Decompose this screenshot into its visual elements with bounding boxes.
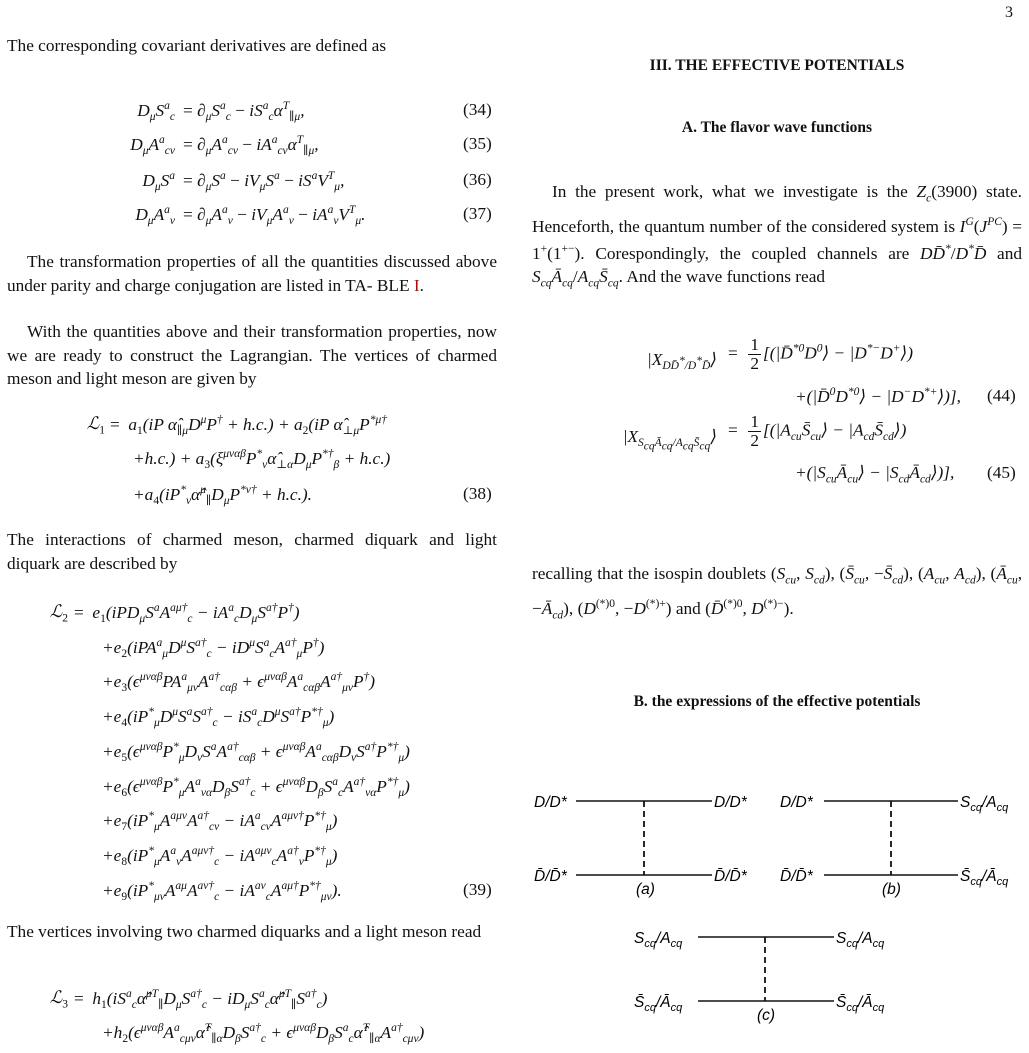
diagram-b — [780, 794, 1009, 898]
two-diquark-paragraph: The vertices involving two charmed diquarks and a light meson read — [7, 922, 482, 941]
diquark-interaction-paragraph: The interactions of charmed meson, charmed diquark and light diquark are described by — [7, 530, 497, 573]
eq36-rhs: = $\partial_\mu S^a - iV_\mu S^a - iS^aV^T_\mu$, — [183, 170, 345, 194]
subsection-b-title: B. the expressions of the effective potentials — [633, 693, 921, 710]
diagram-b-top-right-label: $S_{cq}/A_{cq}$ — [960, 794, 1009, 814]
eq37-lhs: $D_\mu A^a_\nu$ — [135, 204, 175, 228]
eq37-rhs: = $\partial_\mu A^a_\nu - iV_\mu A^a_\nu - iA^a_\nu V^T_\mu$. — [183, 204, 366, 228]
eq34-rhs: = $\partial_\mu S^a_c - iS^a_c\alpha^T_{\parallel\mu}$, — [183, 100, 305, 124]
eq44-lhs: $|X_{DD̄^*/D^*D̄}⟩$ — [647, 350, 717, 373]
diagram-b-top-left-label: D/D* — [780, 794, 813, 811]
eq45-lhs: $|X_{S_{cq}Ā_{cq}/A_{cq}S̄_{cq}}⟩$ — [622, 427, 717, 453]
diagram-c-caption: (c) — [757, 1007, 776, 1024]
diagram-c-bottom-right-label: $S̄_{cq}/Ā_{cq}$ — [836, 994, 885, 1014]
diagram-a-bottom-right-label: D̄/D̄* — [714, 868, 747, 885]
eq39-number: (39) — [463, 880, 492, 899]
feynman-diagrams — [532, 780, 1027, 1040]
diagram-a — [534, 794, 748, 898]
diagram-c-top-left-label: $S_{cq}/A_{cq}$ — [634, 930, 683, 950]
eq35-rhs: = $\partial_\mu A^a_{c\nu} - iA^a_{c\nu}\alpha^T_{\parallel\mu}$, — [183, 134, 319, 158]
diagram-a-top-left-label: D/D* — [534, 794, 567, 811]
eq-l3-lhs: ℒ$_3$ — [49, 988, 68, 1011]
eq35-number: (35) — [463, 134, 492, 153]
eq36-lhs: $D_\mu S^a$ — [142, 170, 175, 194]
isospin-paragraph: recalling that the isospin doublets ($S_{cu}$, $S_{cd}$), ($S̄_{cu}$, $-S̄_{cd}$), ($A_{cu}$, $A_{cd}$), ($Ā_{cu}$, $-Ā_{cd}$), ($D^{(*)0}$, −D(*)+) and (D̄$^{(*)0}$, D(*)−). — [532, 564, 1023, 622]
transformation-paragraph: The transformation properties of all the quantities discussed above under parity and charge conjugation are listed in TA- BLE I. — [7, 252, 497, 295]
present-work-paragraph: In the present work, what we investigate is the $Z_c(3900)$ state. Henceforth, the quantum number of the considered system is $I^G(J^{PC}) = 1^+(1^{+-})$. Corespondingly, the coupled channels are DD̄*/D*D̄ and $S_{cq}Ā_{cq}/A_{cq}S̄_{cq}$. And the wave functions read — [532, 182, 1022, 290]
eq37-number: (37) — [463, 204, 492, 223]
diagram-b-bottom-right-label: $S̄_{cq}/Ā_{cq}$ — [960, 868, 1009, 888]
section-title: III. THE EFFECTIVE POTENTIALS — [649, 57, 905, 74]
diagram-b-bottom-left-label: D̄/D̄* — [780, 868, 813, 885]
diagram-c — [634, 930, 885, 1024]
table-reference-link[interactable]: I — [413, 275, 420, 295]
diagram-a-top-right-label: D/D* — [714, 794, 747, 811]
diagram-c-top-right-label: $S_{cq}/A_{cq}$ — [836, 930, 885, 950]
lagrangian-intro-paragraph: With the quantities above and their transformation properties, now we are ready to construct the Lagrangian. The vertices of charmed meson and light meson are given by — [7, 322, 497, 388]
subsection-a-title: A. The flavor wave functions — [681, 119, 873, 136]
diagram-a-bottom-left-label: D̄/D̄* — [534, 868, 567, 885]
intro-covariant-text: The corresponding covariant derivatives are defined as — [7, 36, 387, 55]
page-number: 3 — [1005, 4, 1013, 21]
diagram-b-caption: (b) — [882, 881, 901, 898]
eq38-lhs: ℒ$_1$ — [86, 414, 105, 437]
eq34-lhs: $D_\mu S^a_c$ — [137, 100, 175, 124]
diagram-c-bottom-left-label: $S̄_{cq}/Ā_{cq}$ — [634, 994, 683, 1014]
eq44-number: (44) — [987, 386, 1016, 405]
eq34-number: (34) — [463, 100, 492, 119]
diagram-a-caption: (a) — [636, 881, 655, 898]
eq36-number: (36) — [463, 170, 492, 189]
eq39-lhs: ℒ$_2$ — [49, 602, 68, 625]
eq45-number: (45) — [987, 463, 1016, 482]
eq35-lhs: $D_\mu A^a_{c\nu}$ — [130, 134, 175, 158]
eq38-number: (38) — [463, 484, 492, 503]
